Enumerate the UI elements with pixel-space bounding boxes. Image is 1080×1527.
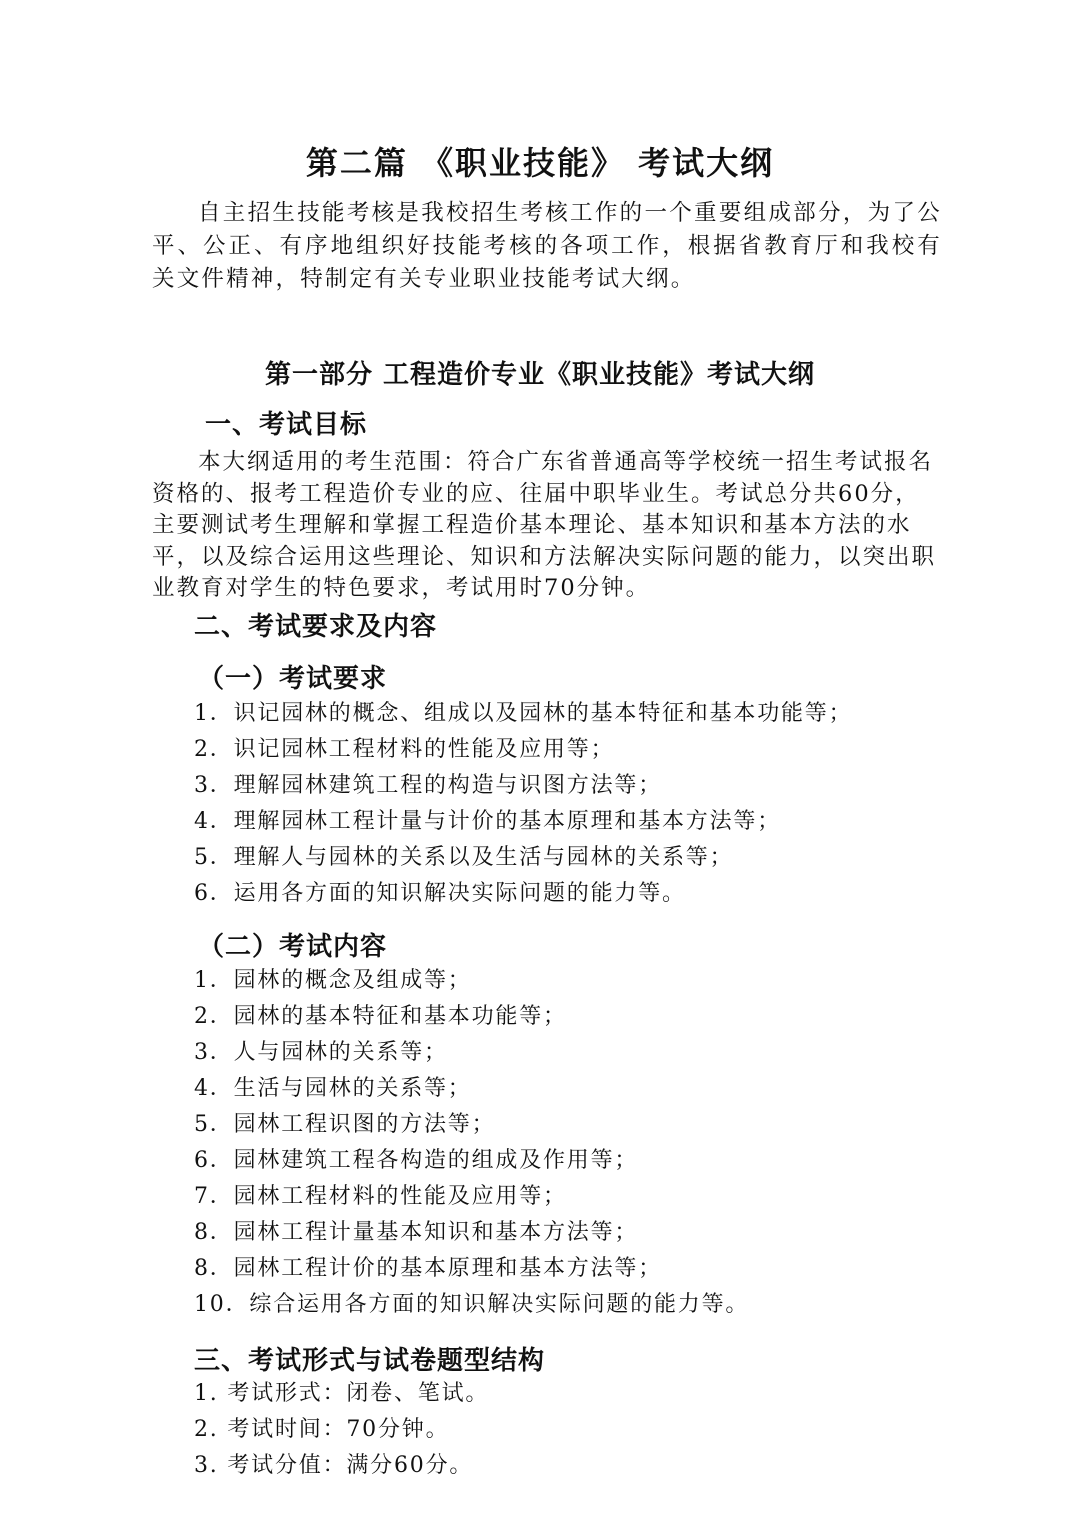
list-item: 6．园林建筑工程各构造的组成及作用等； (194, 1148, 639, 1173)
list-item: 7．园林工程材料的性能及应用等； (194, 1184, 567, 1209)
section-requirements-heading: 二、考试要求及内容 (194, 612, 438, 642)
list-item: 3．人与园林的关系等； (194, 1040, 448, 1065)
part-one-title: 第一部分 工程造价专业《职业技能》考试大纲 (264, 360, 816, 390)
list-item: 10．综合运用各方面的知识解决实际问题的能力等。 (194, 1292, 750, 1317)
exam-goal-paragraph: 本大纲适用的考生范围：符合广东省普通高等学校统一招生考试报名资格的、报考工程造价专业的应、往届中职毕业生。考试总分共60分，主要测试考生理解和掌握工程造价基本理论、基本知识和基本方法的水平，以及综合运用这些理论、知识和方法解决实际问题的能力，以突出职业教育对学生的特色要求，考试用时70分钟。 (152, 449, 937, 601)
subsection-requirements-heading: （一）考试要求 (198, 664, 388, 694)
list-item: 8．园林工程计量基本知识和基本方法等； (194, 1220, 639, 1245)
list-item: 1. 考试形式：闭卷、笔试。 (194, 1381, 490, 1406)
list-item: 3．理解园林建筑工程的构造与识图方法等； (194, 773, 662, 798)
list-item: 1．识记园林的概念、组成以及园林的基本特征和基本功能等； (194, 701, 853, 726)
format-list (194, 1376, 489, 1484)
section-exam-goal-heading: 一、考试目标 (205, 410, 368, 440)
list-item: 5．理解人与园林的关系以及生活与园林的关系等； (194, 845, 734, 870)
list-item: 5．园林工程识图的方法等； (194, 1112, 496, 1137)
list-item: 8．园林工程计价的基本原理和基本方法等； (194, 1256, 662, 1281)
requirements-list (194, 696, 852, 912)
list-item: 4．生活与园林的关系等； (194, 1076, 472, 1101)
subsection-content-heading: （二）考试内容 (198, 932, 388, 962)
list-item: 2．识记园林工程材料的性能及应用等； (194, 737, 615, 762)
list-item: 6．运用各方面的知识解决实际问题的能力等。 (194, 881, 686, 906)
intro-paragraph: 自主招生技能考核是我校招生考核工作的一个重要组成部分，为了公平、公正、有序地组织好技能考核的各项工作，根据省教育厅和我校有关文件精神，特制定有关专业职业技能考试大纲。 (152, 200, 942, 292)
document-title: 第二篇 《职业技能》 考试大纲 (305, 144, 775, 182)
list-item: 1．园林的概念及组成等； (194, 968, 472, 993)
list-item: 2. 考试时间：70分钟。 (194, 1417, 450, 1442)
list-item: 2．园林的基本特征和基本功能等； (194, 1004, 567, 1029)
list-item: 4．理解园林工程计量与计价的基本原理和基本方法等； (194, 809, 781, 834)
section-format-heading: 三、考试形式与试卷题型结构 (194, 1346, 546, 1376)
content-list (194, 963, 749, 1323)
list-item: 3. 考试分值：满分60分。 (194, 1453, 474, 1478)
